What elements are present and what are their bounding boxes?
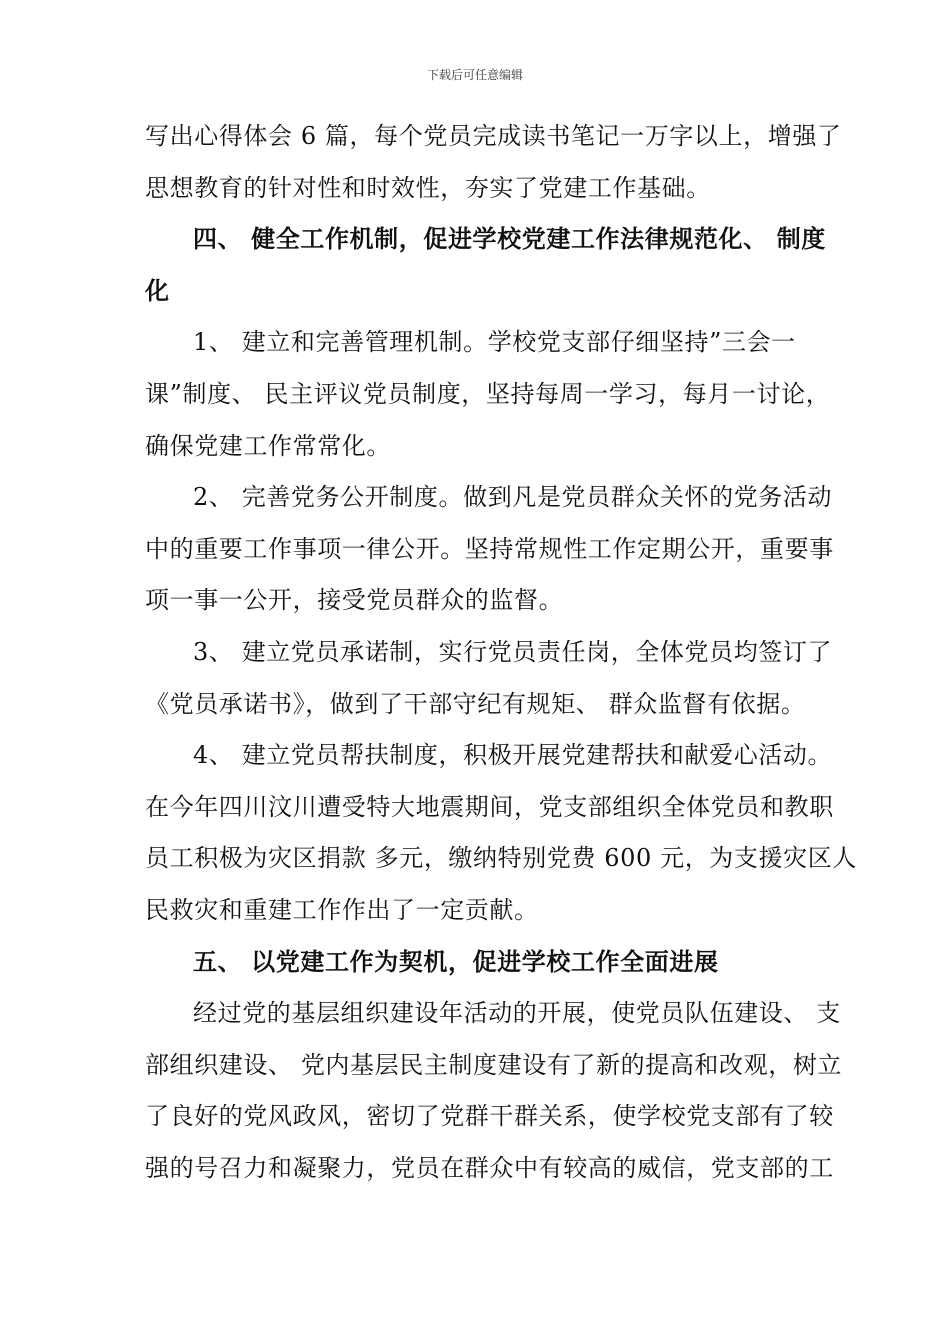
page-header: 下载后可任意编辑 <box>426 68 523 82</box>
paragraph-line: 民救灾和重建工作作出了一定贡献。 <box>145 896 539 924</box>
paragraph-line: 3、 建立党员承诺制，实行党员责任岗，全体党员均签订了 <box>193 638 833 666</box>
paragraph-line: 强的号召力和凝聚力，党员在群众中有较高的威信，党支部的工 <box>145 1154 834 1182</box>
paragraph-line: 了良好的党风政风，密切了党群干群关系，使学校党支部有了较 <box>145 1102 834 1131</box>
paragraph-line: 在今年四川汶川遭受特大地震期间，党支部组织全体党员和教职 <box>145 792 834 821</box>
section-heading-line: 四、 健全工作机制，促进学校党建工作法律规范化、 制度 <box>193 225 826 254</box>
paragraph-line: 1、 建立和完善管理机制。学校党支部仔细坚持”三会一 <box>193 328 796 357</box>
paragraph-line: 中的重要工作事项一律公开。坚持常规性工作定期公开，重要事 <box>145 534 834 563</box>
paragraph-line: 项一事一公开，接受党员群众的监督。 <box>145 586 564 615</box>
paragraph-line: 4、 建立党员帮扶制度，积极开展党建帮扶和献爱心活动。 <box>193 741 833 770</box>
paragraph-line: 2、 完善党务公开制度。做到凡是党员群众关怀的党务活动 <box>193 483 833 512</box>
paragraph-line: 课”制度、 民主评议党员制度，坚持每周一学习，每月一讨论， <box>145 380 831 408</box>
paragraph-line: 写出心得体会 6 篇，每个党员完成读书笔记一万字以上，增强了 <box>145 122 842 150</box>
section-heading-line: 五、 以党建工作为契机，促进学校工作全面进展 <box>193 947 719 976</box>
paragraph-line: 《党员承诺书》，做到了干部守纪有规矩、 群众监督有依据。 <box>145 689 806 718</box>
paragraph-line: 思想教育的针对性和时效性，夯实了党建工作基础。 <box>145 173 711 202</box>
section-heading-line: 化 <box>145 276 170 305</box>
paragraph-line: 经过党的基层组织建设年活动的开展，使党员队伍建设、 支 <box>193 999 841 1028</box>
paragraph-line: 员工积极为灾区捐款 多元，缴纳特别党费 600 元，为支援灾区人 <box>145 844 857 873</box>
paragraph-line: 部组织建设、 党内基层民主制度建设有了新的提高和改观，树立 <box>145 1050 843 1079</box>
paragraph-line: 确保党建工作常常化。 <box>145 431 391 460</box>
